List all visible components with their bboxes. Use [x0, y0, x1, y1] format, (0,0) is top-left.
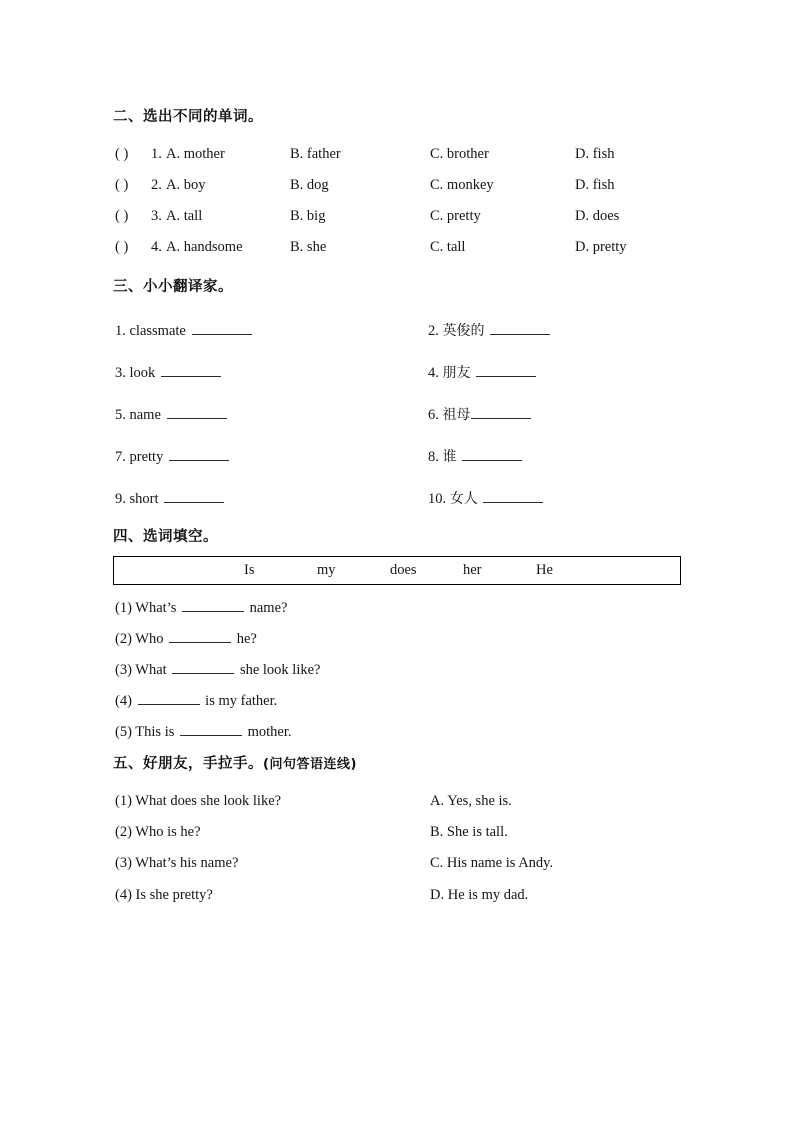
mc-row-4-number: 4. [151, 239, 162, 255]
translate-item-7-blank[interactable] [169, 446, 229, 461]
mc-row-1-option-c[interactable]: C. brother [430, 146, 489, 162]
translate-item-10-blank[interactable] [483, 488, 543, 503]
mc-row-2-number: 2. [151, 177, 162, 193]
fill-item-5 [115, 721, 292, 739]
match-answer-c-text: His name is Andy. [446, 855, 554, 871]
translate-item-7-number: 7. [115, 448, 126, 465]
mc-row-1-option-d[interactable]: D. fish [575, 146, 615, 162]
fill-item-3-number: (3) [115, 661, 132, 678]
mc-row-3-number: 3. [151, 208, 162, 224]
mc-row-4-option-a[interactable]: A. handsome [166, 239, 243, 255]
translate-item-1-word: classmate [129, 322, 186, 339]
fill-item-2-blank[interactable] [169, 628, 231, 643]
translate-item-2-blank[interactable] [490, 320, 550, 335]
match-answer-d-letter: D. [430, 887, 445, 903]
match-question-3-number: (3) [115, 855, 132, 871]
word-bank-item-my[interactable]: my [317, 562, 336, 578]
translate-item-6-number: 6. [428, 406, 439, 423]
fill-item-3-after: she look like? [239, 661, 321, 678]
translate-item-3-blank[interactable] [161, 362, 221, 377]
word-bank-item-is[interactable]: Is [244, 562, 255, 578]
mc-row-2-option-a[interactable]: A. boy [166, 177, 206, 193]
fill-item-3 [115, 659, 321, 677]
translate-item-10-number: 10. [428, 490, 447, 507]
translate-item-9-word: short [129, 490, 159, 507]
match-answer-c-letter: C. [430, 855, 444, 871]
word-bank-item-her[interactable]: her [463, 562, 482, 578]
mc-row-3-option-a[interactable]: A. tall [166, 208, 203, 224]
translate-item-5-number: 5. [115, 406, 126, 423]
translate-item-6 [428, 404, 533, 422]
translate-item-7 [115, 446, 231, 464]
fill-item-2-before: Who [135, 630, 164, 647]
translate-item-4-word: 朋友 [442, 364, 471, 381]
fill-item-5-number: (5) [115, 723, 132, 740]
word-bank-box [113, 556, 681, 585]
match-question-1-number: (1) [115, 793, 132, 809]
translate-item-8-word: 谁 [442, 448, 457, 465]
mc-row-1-option-a[interactable]: A. mother [166, 146, 225, 162]
match-question-3[interactable] [115, 856, 238, 871]
fill-item-1 [115, 597, 287, 615]
section-three-heading: 三、小小翻译家。 [113, 279, 233, 295]
fill-item-4-blank[interactable] [138, 690, 200, 705]
translate-item-9 [115, 488, 226, 506]
match-question-2[interactable] [115, 825, 201, 840]
match-question-4-number: (4) [115, 887, 132, 903]
translate-item-3-number: 3. [115, 364, 126, 381]
mc-row-4-bracket[interactable]: ( ) [115, 239, 129, 255]
translate-item-5 [115, 404, 229, 422]
translate-item-9-number: 9. [115, 490, 126, 507]
translate-item-3-word: look [129, 364, 156, 381]
translate-item-7-word: pretty [129, 448, 164, 465]
translate-item-10 [428, 488, 545, 506]
translate-item-9-blank[interactable] [164, 488, 224, 503]
match-question-3-text: What’s his name? [135, 855, 239, 871]
mc-row-1-number: 1. [151, 146, 162, 162]
match-question-1[interactable] [115, 794, 281, 809]
fill-item-4 [115, 690, 277, 708]
fill-item-2-after: he? [236, 630, 257, 647]
translate-item-2-word: 英俊的 [442, 322, 485, 339]
match-answer-b-letter: B. [430, 824, 444, 840]
mc-row-3-option-b[interactable]: B. big [290, 208, 326, 224]
translate-item-10-word: 女人 [449, 490, 478, 507]
match-answer-b[interactable] [430, 825, 508, 840]
match-answer-b-text: She is tall. [446, 824, 508, 840]
mc-row-1-bracket[interactable]: ( ) [115, 146, 129, 162]
translate-item-8-number: 8. [428, 448, 439, 465]
translate-item-1 [115, 320, 254, 338]
match-answer-a-letter: A. [430, 793, 445, 809]
translate-item-2-number: 2. [428, 322, 439, 339]
mc-row-2-option-c[interactable]: C. monkey [430, 177, 494, 193]
match-answer-a-text: Yes, she is. [447, 793, 512, 809]
translate-item-4-blank[interactable] [476, 362, 536, 377]
translate-item-6-word: 祖母 [442, 406, 471, 423]
translate-item-1-blank[interactable] [192, 320, 252, 335]
fill-item-4-after: is my father. [205, 692, 278, 709]
match-question-4-text: Is she pretty? [135, 887, 213, 903]
fill-item-2-number: (2) [115, 630, 132, 647]
word-bank-item-he[interactable]: He [536, 562, 553, 578]
mc-row-1-option-b[interactable]: B. father [290, 146, 341, 162]
translate-item-2 [428, 320, 552, 338]
translate-item-5-word: name [129, 406, 161, 423]
translate-item-4 [428, 362, 538, 380]
section-two-heading: 二、选出不同的单词。 [113, 109, 263, 125]
fill-item-1-after: name? [249, 599, 288, 616]
section-four-heading: 四、选词填空。 [113, 529, 218, 545]
match-question-1-text: What does she look like? [135, 793, 282, 809]
match-answer-a[interactable] [430, 794, 512, 809]
section-five-heading [113, 752, 357, 773]
mc-row-3-option-d[interactable]: D. does [575, 208, 620, 224]
fill-item-5-after: mother. [247, 723, 292, 740]
mc-row-4-option-d[interactable]: D. pretty [575, 239, 627, 255]
fill-item-2 [115, 628, 257, 646]
mc-row-4-option-b[interactable]: B. she [290, 239, 327, 255]
translate-item-6-blank[interactable] [471, 404, 531, 419]
translate-item-3 [115, 362, 223, 380]
fill-item-3-blank[interactable] [172, 659, 234, 674]
fill-item-1-before: What’s [135, 599, 177, 616]
mc-row-3-bracket[interactable]: ( ) [115, 208, 129, 224]
fill-item-1-blank[interactable] [182, 597, 244, 612]
match-question-2-number: (2) [115, 824, 132, 840]
fill-item-3-before: What [135, 661, 167, 678]
mc-row-2-bracket[interactable]: ( ) [115, 177, 129, 193]
match-answer-d[interactable] [430, 888, 528, 903]
section-five-heading-text: 五、好朋友，手拉手。 [113, 756, 263, 772]
translate-item-8 [428, 446, 524, 464]
fill-item-5-before: This is [135, 723, 175, 740]
match-answer-d-text: He is my dad. [447, 887, 529, 903]
mc-row-2-option-b[interactable]: B. dog [290, 177, 329, 193]
word-bank-words [114, 557, 680, 584]
word-bank-item-does[interactable]: does [390, 562, 417, 578]
mc-row-4-option-c[interactable]: C. tall [430, 239, 466, 255]
section-five-heading-note: (问句答语连线) [263, 757, 357, 772]
mc-row-2-option-d[interactable]: D. fish [575, 177, 615, 193]
match-question-4[interactable] [115, 888, 213, 903]
match-answer-c[interactable] [430, 856, 553, 871]
mc-row-3-option-c[interactable]: C. pretty [430, 208, 481, 224]
fill-item-5-blank[interactable] [180, 721, 242, 736]
translate-item-1-number: 1. [115, 322, 126, 339]
fill-item-4-number: (4) [115, 692, 132, 709]
match-question-2-text: Who is he? [135, 824, 201, 840]
translate-item-4-number: 4. [428, 364, 439, 381]
translate-item-5-blank[interactable] [167, 404, 227, 419]
fill-item-1-number: (1) [115, 599, 132, 616]
translate-item-8-blank[interactable] [462, 446, 522, 461]
